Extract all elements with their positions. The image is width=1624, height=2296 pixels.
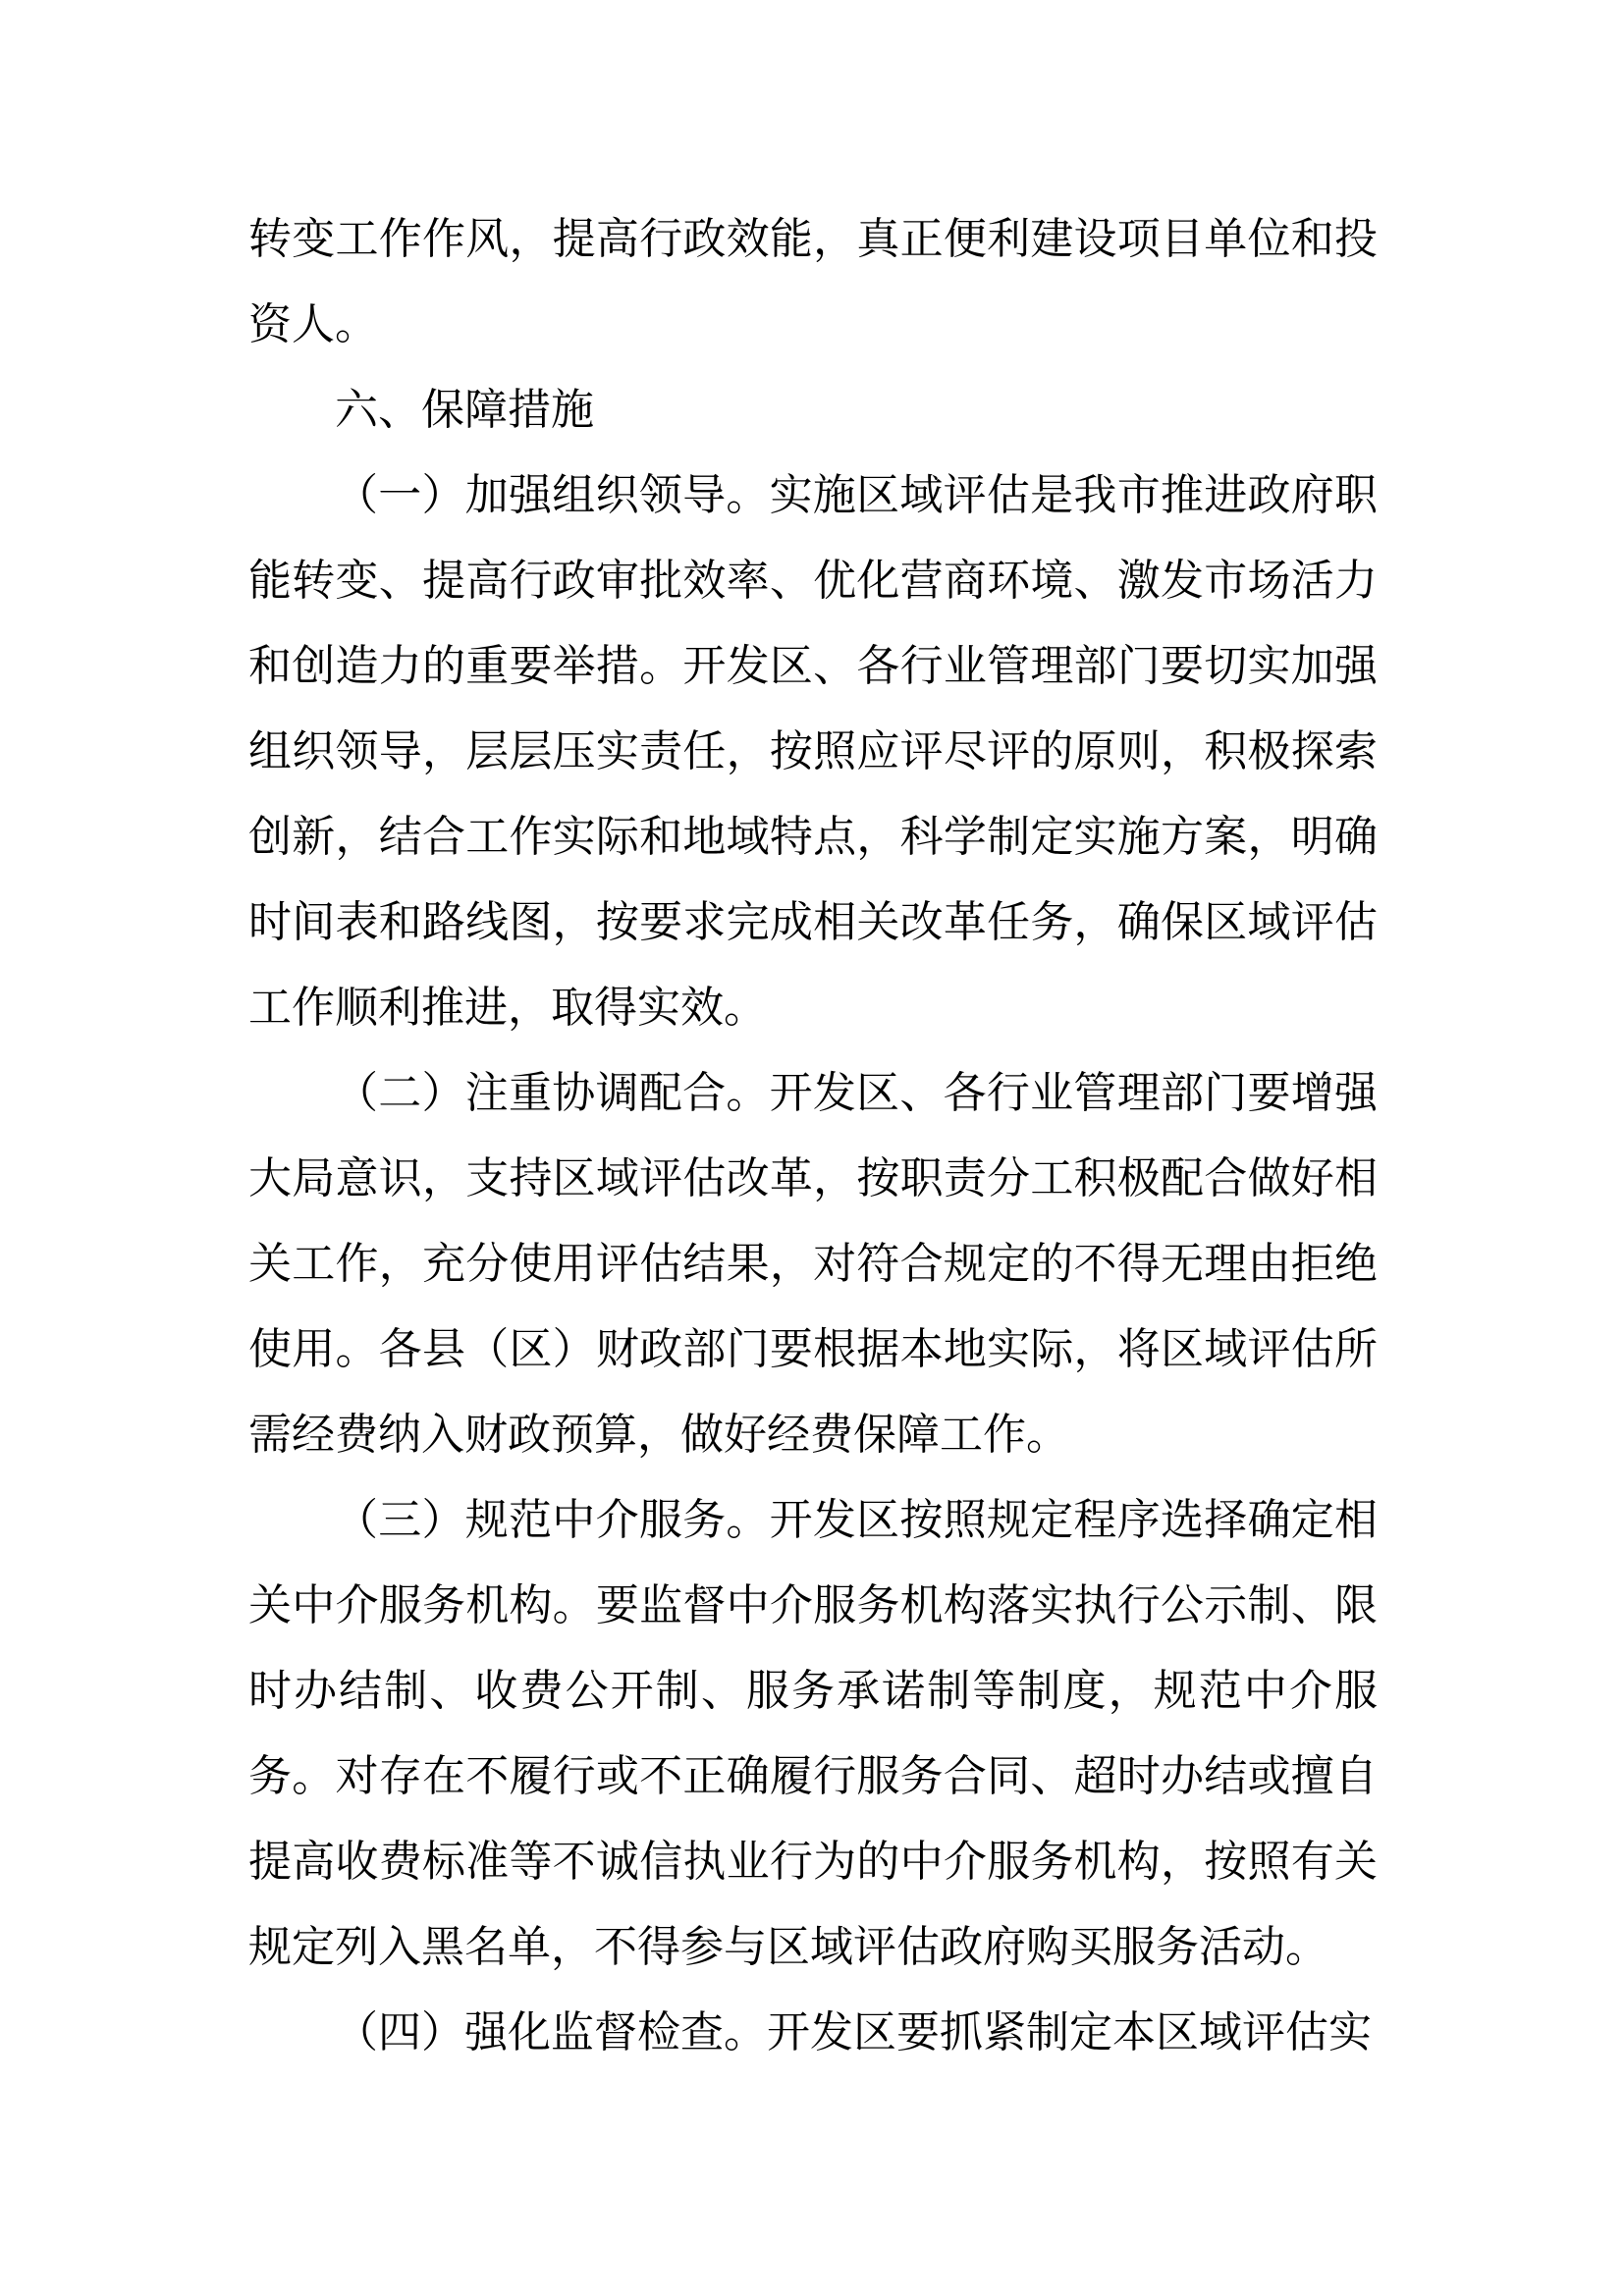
paragraph-item-4: （四）强化监督检查。开发区要抓紧制定本区域评估实 bbox=[335, 2008, 1372, 2056]
paragraph-item-1: （一）加强组织领导。实施区域评估是我市推进政府职能转变、提高行政审批效率、优化营商环境、激发市场活力和创造力的重要举措。开发区、各行业管理部门要切实加强组织领导，层层压实责任，按照应评尽评的原则，积极探索创新，结合工作实际和地域特点，科学制定实施方案，明确时间表和路线图，按要求完成相关改革任务，确保区域评估工作顺利推进，取得实效。 bbox=[248, 471, 1378, 1032]
section-heading-six: 六、保障措施 bbox=[335, 386, 594, 434]
document-content bbox=[248, 196, 1378, 2075]
paragraph-continuation: 转变工作作风，提高行政效能，真正便利建设项目单位和投资人。 bbox=[248, 215, 1378, 348]
paragraph-item-3: （三）规范中介服务。开发区按照规定程序选择确定相关中介服务机构。要监督中介服务机构落实执行公示制、限时办结制、收费公开制、服务承诺制等制度，规范中介服务。对存在不履行或不正确履行服务合同、超时办结或擅自提高收费标准等不诚信执业行为的中介服务机构，按照有关规定列入黑名单，不得参与区域评估政府购买服务活动。 bbox=[248, 1496, 1378, 1971]
paragraph-item-2: （二）注重协调配合。开发区、各行业管理部门要增强大局意识，支持区域评估改革，按职责分工积极配合做好相关工作，充分使用评估结果，对符合规定的不得无理由拒绝使用。各县（区）财政部门要根据本地实际，将区域评估所需经费纳入财政预算，做好经费保障工作。 bbox=[248, 1069, 1378, 1459]
